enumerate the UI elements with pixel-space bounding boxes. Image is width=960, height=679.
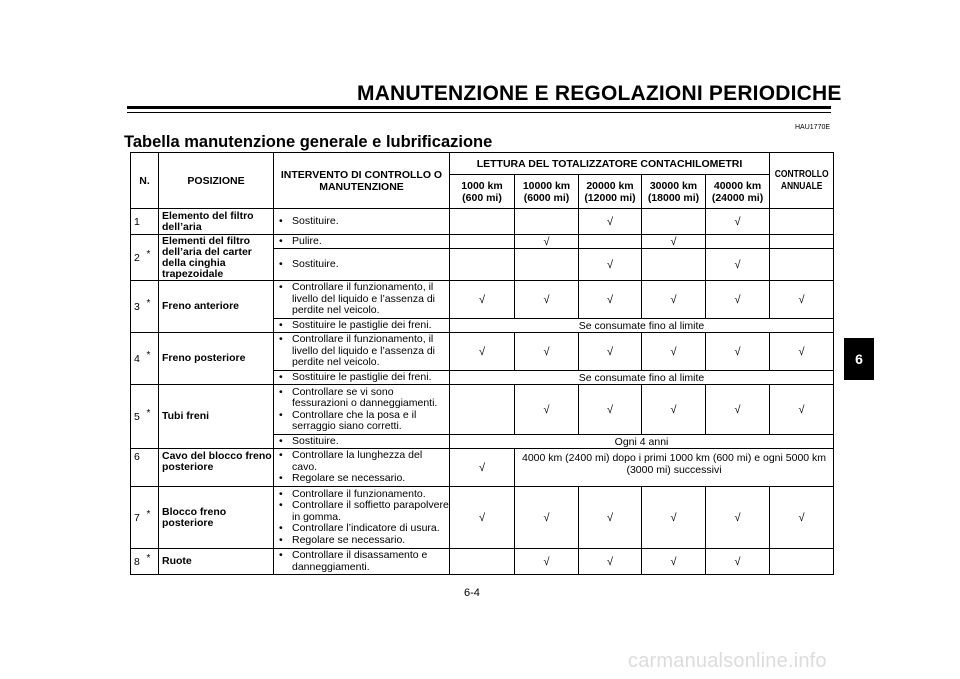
row-item: Cavo del blocco freno posteriore: [159, 449, 274, 487]
row-number: 3: [131, 281, 147, 333]
check-mark: √: [579, 249, 642, 281]
section-title: Tabella manutenzione generale e lubrificazione: [124, 133, 493, 151]
check-mark: √: [579, 209, 642, 235]
table-row: [131, 281, 834, 319]
row-star: [147, 209, 159, 235]
row-number: 6: [131, 449, 147, 487]
check-mark: √: [579, 281, 642, 319]
row-number: 5: [131, 385, 147, 449]
row-star: *: [147, 235, 159, 281]
check-mark: √: [515, 235, 579, 249]
table-row: [131, 385, 834, 435]
header-rule-thick: [127, 106, 831, 109]
check-mark: √: [706, 385, 770, 435]
row-action: • Sostituire.: [274, 209, 450, 235]
row-star: *: [147, 487, 159, 549]
row-star: *: [147, 281, 159, 333]
row-action: • Sostituire.: [274, 435, 450, 449]
table-row: [131, 487, 834, 549]
check-mark: √: [770, 333, 834, 371]
col-header-n: N.: [131, 153, 159, 209]
col-header-30000km: 30000 km (18000 mi): [642, 175, 706, 209]
table-row: [131, 333, 834, 371]
row-number: 4: [131, 333, 147, 385]
chapter-tab[interactable]: 6: [844, 338, 874, 380]
check-mark: √: [706, 249, 770, 281]
check-mark: √: [642, 281, 706, 319]
row-item: Blocco freno posteriore: [159, 487, 274, 549]
row-item: Ruote: [159, 549, 274, 575]
check-mark: √: [579, 487, 642, 549]
row-item: Tubi freni: [159, 385, 274, 449]
row-action: • Sostituire le pastiglie dei freni.: [274, 319, 450, 333]
check-mark: √: [579, 385, 642, 435]
check-mark: √: [706, 209, 770, 235]
check-mark: √: [706, 333, 770, 371]
check-mark: √: [515, 385, 579, 435]
col-header-odometer: LETTURA DEL TOTALIZZATORE CONTACHILOMETRI: [450, 153, 770, 175]
row-action: • Controllare il funzionamento. • Controllare il soffietto parapolvere in gomma. • Controllare l’indicatore di usura. • Regolare se necessario.: [274, 487, 450, 549]
row-number: 2: [131, 235, 147, 281]
row-star: *: [147, 333, 159, 385]
col-header-40000km: 40000 km (24000 mi): [706, 175, 770, 209]
check-mark: √: [515, 487, 579, 549]
check-mark: √: [579, 549, 642, 575]
row-number: 1: [131, 209, 147, 235]
col-header-1000km: 1000 km (600 mi): [450, 175, 515, 209]
check-mark: √: [642, 487, 706, 549]
row-action: • Controllare se vi sono fessurazioni o danneggiamenti. • Controllare che la posa e il serraggio siano corretti.: [274, 385, 450, 435]
row-number: 8: [131, 549, 147, 575]
maintenance-table: [130, 152, 834, 575]
annual-header-text: CONTROLLO ANNUALE: [774, 168, 829, 192]
page-header-title: MANUTENZIONE E REGOLAZIONI PERIODICHE: [357, 82, 842, 105]
table-row: [131, 235, 834, 249]
check-mark: √: [770, 281, 834, 319]
check-mark: √: [450, 449, 515, 487]
check-mark: √: [770, 385, 834, 435]
span-note: 4000 km (2400 mi) dopo i primi 1000 km (600 mi) e ogni 5000 km (3000 mi) successivi: [515, 449, 834, 487]
col-header-annual: [770, 153, 834, 209]
page-number: 6-4: [464, 587, 480, 599]
table-row: [131, 209, 834, 235]
check-mark: √: [706, 549, 770, 575]
document-code: HAU1770E: [795, 124, 831, 131]
row-item: Elementi del filtro dell’aria del carter della cinghia trapezoidale: [159, 235, 274, 281]
row-item: Freno posteriore: [159, 333, 274, 385]
col-header-intervention: INTERVENTO DI CONTROLLO O MANUTENZIONE: [274, 153, 450, 209]
col-header-20000km: 20000 km (12000 mi): [579, 175, 642, 209]
check-mark: √: [642, 333, 706, 371]
check-mark: √: [770, 487, 834, 549]
row-star: *: [147, 549, 159, 575]
table-row: [131, 549, 834, 575]
header-rule-thin: [127, 112, 831, 113]
row-star: *: [147, 385, 159, 449]
check-mark: √: [579, 333, 642, 371]
check-mark: √: [642, 235, 706, 249]
check-mark: √: [450, 333, 515, 371]
row-action: • Controllare il funzionamento, il livello del liquido e l’assenza di perdite nel veicolo.: [274, 281, 450, 319]
row-action: • Controllare il disassamento e danneggiamenti.: [274, 549, 450, 575]
check-mark: √: [706, 281, 770, 319]
check-mark: √: [706, 487, 770, 549]
check-mark: √: [450, 281, 515, 319]
watermark: carmanualsonline.info: [628, 650, 827, 672]
col-header-position: POSIZIONE: [159, 153, 274, 209]
check-mark: √: [515, 281, 579, 319]
row-star: [147, 449, 159, 487]
span-note: Ogni 4 anni: [450, 435, 834, 449]
span-note: Se consumate fino al limite: [450, 319, 834, 333]
row-item: Elemento del filtro dell’aria: [159, 209, 274, 235]
row-action: • Controllare il funzionamento, il livello del liquido e l’assenza di perdite nel veicolo.: [274, 333, 450, 371]
check-mark: √: [515, 549, 579, 575]
table-row: [131, 449, 834, 487]
check-mark: √: [450, 487, 515, 549]
row-action: • Sostituire.: [274, 249, 450, 281]
row-item: Freno anteriore: [159, 281, 274, 333]
check-mark: √: [642, 385, 706, 435]
span-note: Se consumate fino al limite: [450, 371, 834, 385]
row-action: • Controllare la lunghezza del cavo. • Regolare se necessario.: [274, 449, 450, 487]
check-mark: √: [515, 333, 579, 371]
check-mark: √: [642, 549, 706, 575]
row-action: • Pulire.: [274, 235, 450, 249]
row-action: • Sostituire le pastiglie dei freni.: [274, 371, 450, 385]
col-header-10000km: 10000 km (6000 mi): [515, 175, 579, 209]
row-number: 7: [131, 487, 147, 549]
